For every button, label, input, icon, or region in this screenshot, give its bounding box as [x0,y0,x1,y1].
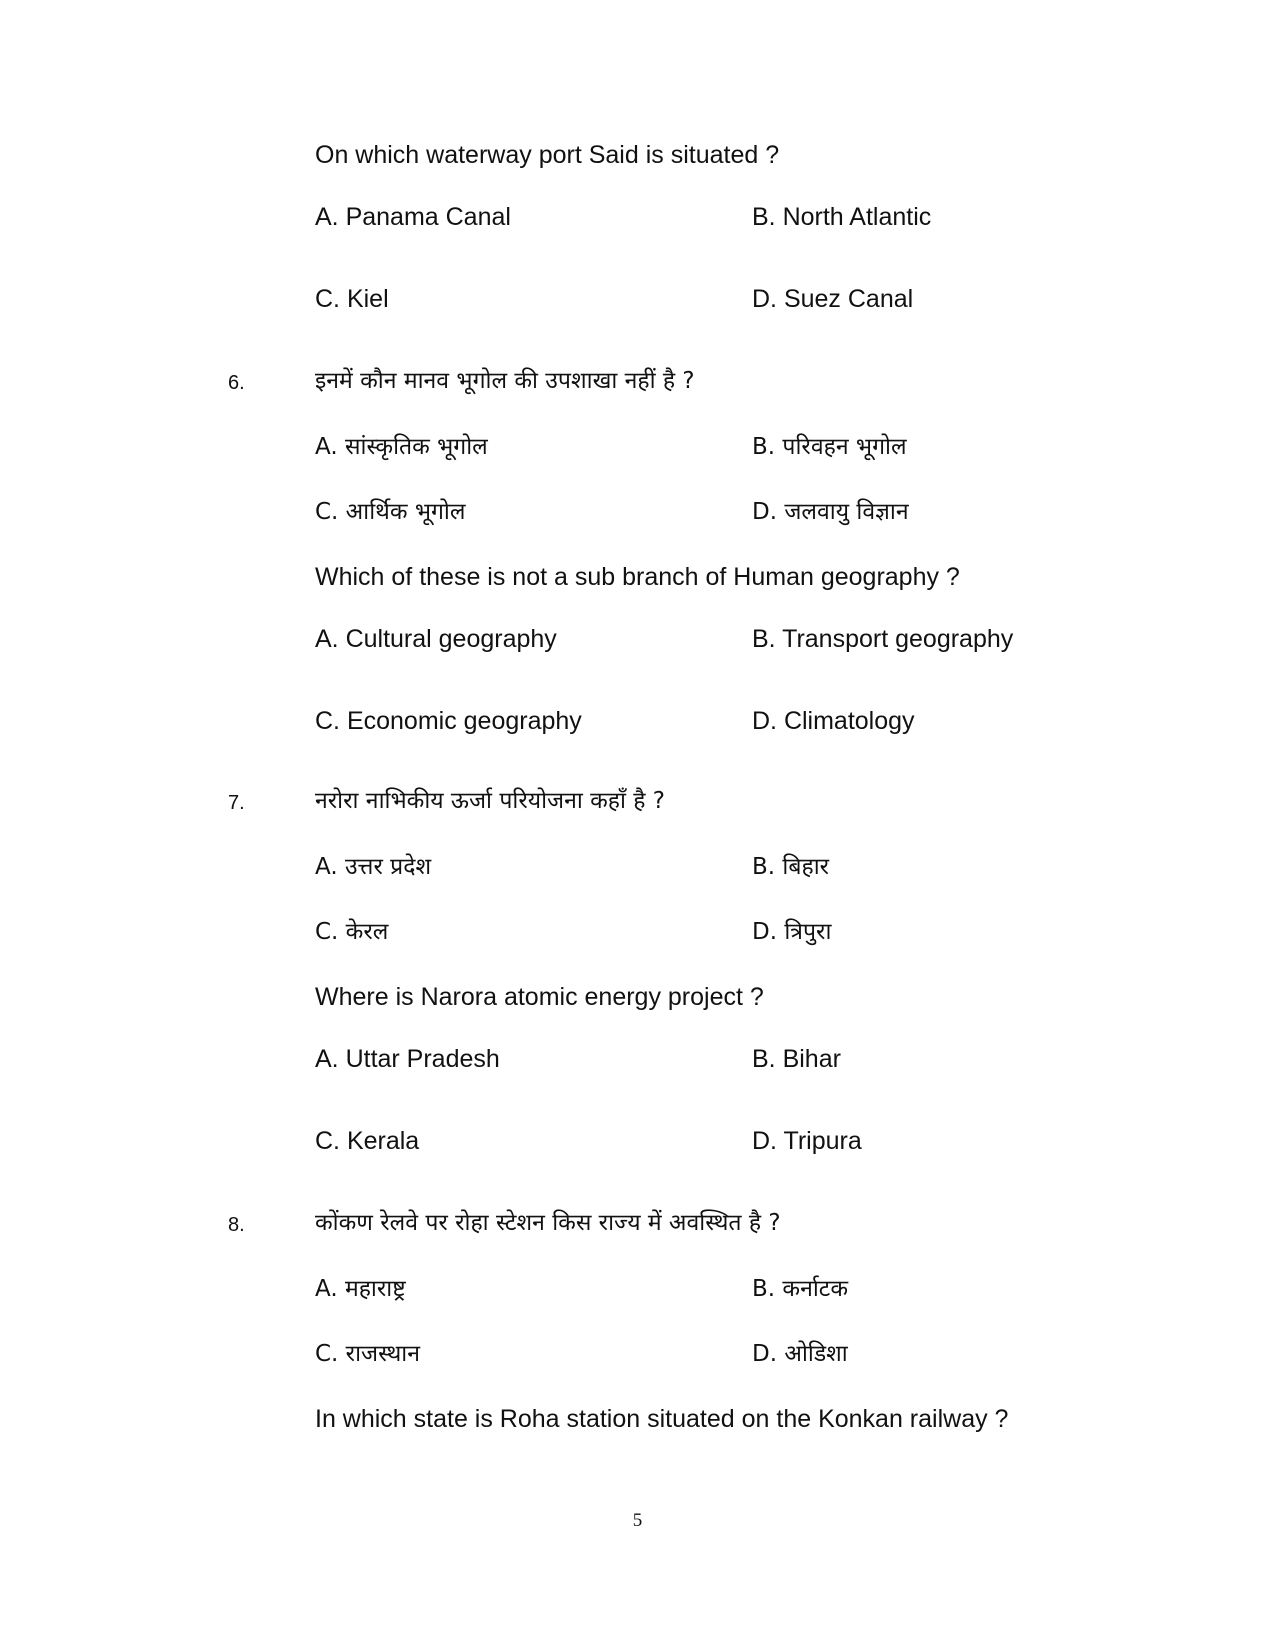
q7-option-d-en: D. Tripura [752,1127,862,1155]
q6-option-a-hi: A. सांस्कृतिक भूगोल [315,434,488,460]
q5-option-a-en: A. Panama Canal [315,203,511,231]
q7-question-en: Where is Narora atomic energy project ? [315,983,764,1011]
q7-option-c-hi: C. केरल [315,919,389,945]
q6-option-a-en: A. Cultural geography [315,625,557,653]
q6-option-d-hi: D. जलवायु विज्ञान [752,499,909,525]
q8-option-d-hi: D. ओडिशा [752,1341,848,1367]
q6-question-en: Which of these is not a sub branch of Human geography ? [315,563,960,591]
q7-option-b-hi: B. बिहार [752,854,830,880]
q6-option-c-hi: C. आर्थिक भूगोल [315,499,466,525]
q6-option-b-en: B. Transport geography [752,625,1014,653]
q7-option-a-en: A. Uttar Pradesh [315,1045,500,1073]
q7-question-hi: नरोरा नाभिकीय ऊर्जा परियोजना कहाँ है ? [315,788,666,814]
q7-option-b-en: B. Bihar [752,1045,841,1073]
q5-question-en: On which waterway port Said is situated ? [315,141,780,169]
q8-option-a-hi: A. महाराष्ट्र [315,1276,406,1302]
q7-option-c-en: C. Kerala [315,1127,420,1155]
q5-option-c-en: C. Kiel [315,285,389,313]
q7-option-d-hi: D. त्रिपुरा [752,919,832,945]
q5-option-d-en: D. Suez Canal [752,285,914,313]
q6-question-hi: इनमें कौन मानव भूगोल की उपशाखा नहीं है ? [315,368,695,394]
q8-option-b-hi: B. कर्नाटक [752,1276,849,1302]
q5-option-b-en: B. North Atlantic [752,203,932,231]
q6-option-c-en: C. Economic geography [315,707,582,735]
q6-option-d-en: D. Climatology [752,707,915,735]
q6-option-b-hi: B. परिवहन भूगोल [752,434,907,460]
q8-question-en: In which state is Roha station situated on the Konkan railway ? [315,1405,1009,1433]
page-number: 5 [632,1510,643,1531]
q7-option-a-hi: A. उत्तर प्रदेश [315,854,432,880]
q8-number: 8. [228,1214,245,1236]
q8-question-hi: कोंकण रेलवे पर रोहा स्टेशन किस राज्य में अवस्थित है ? [315,1210,781,1236]
q7-number: 7. [228,792,245,814]
q8-option-c-hi: C. राजस्थान [315,1341,421,1367]
q6-number: 6. [228,372,245,394]
